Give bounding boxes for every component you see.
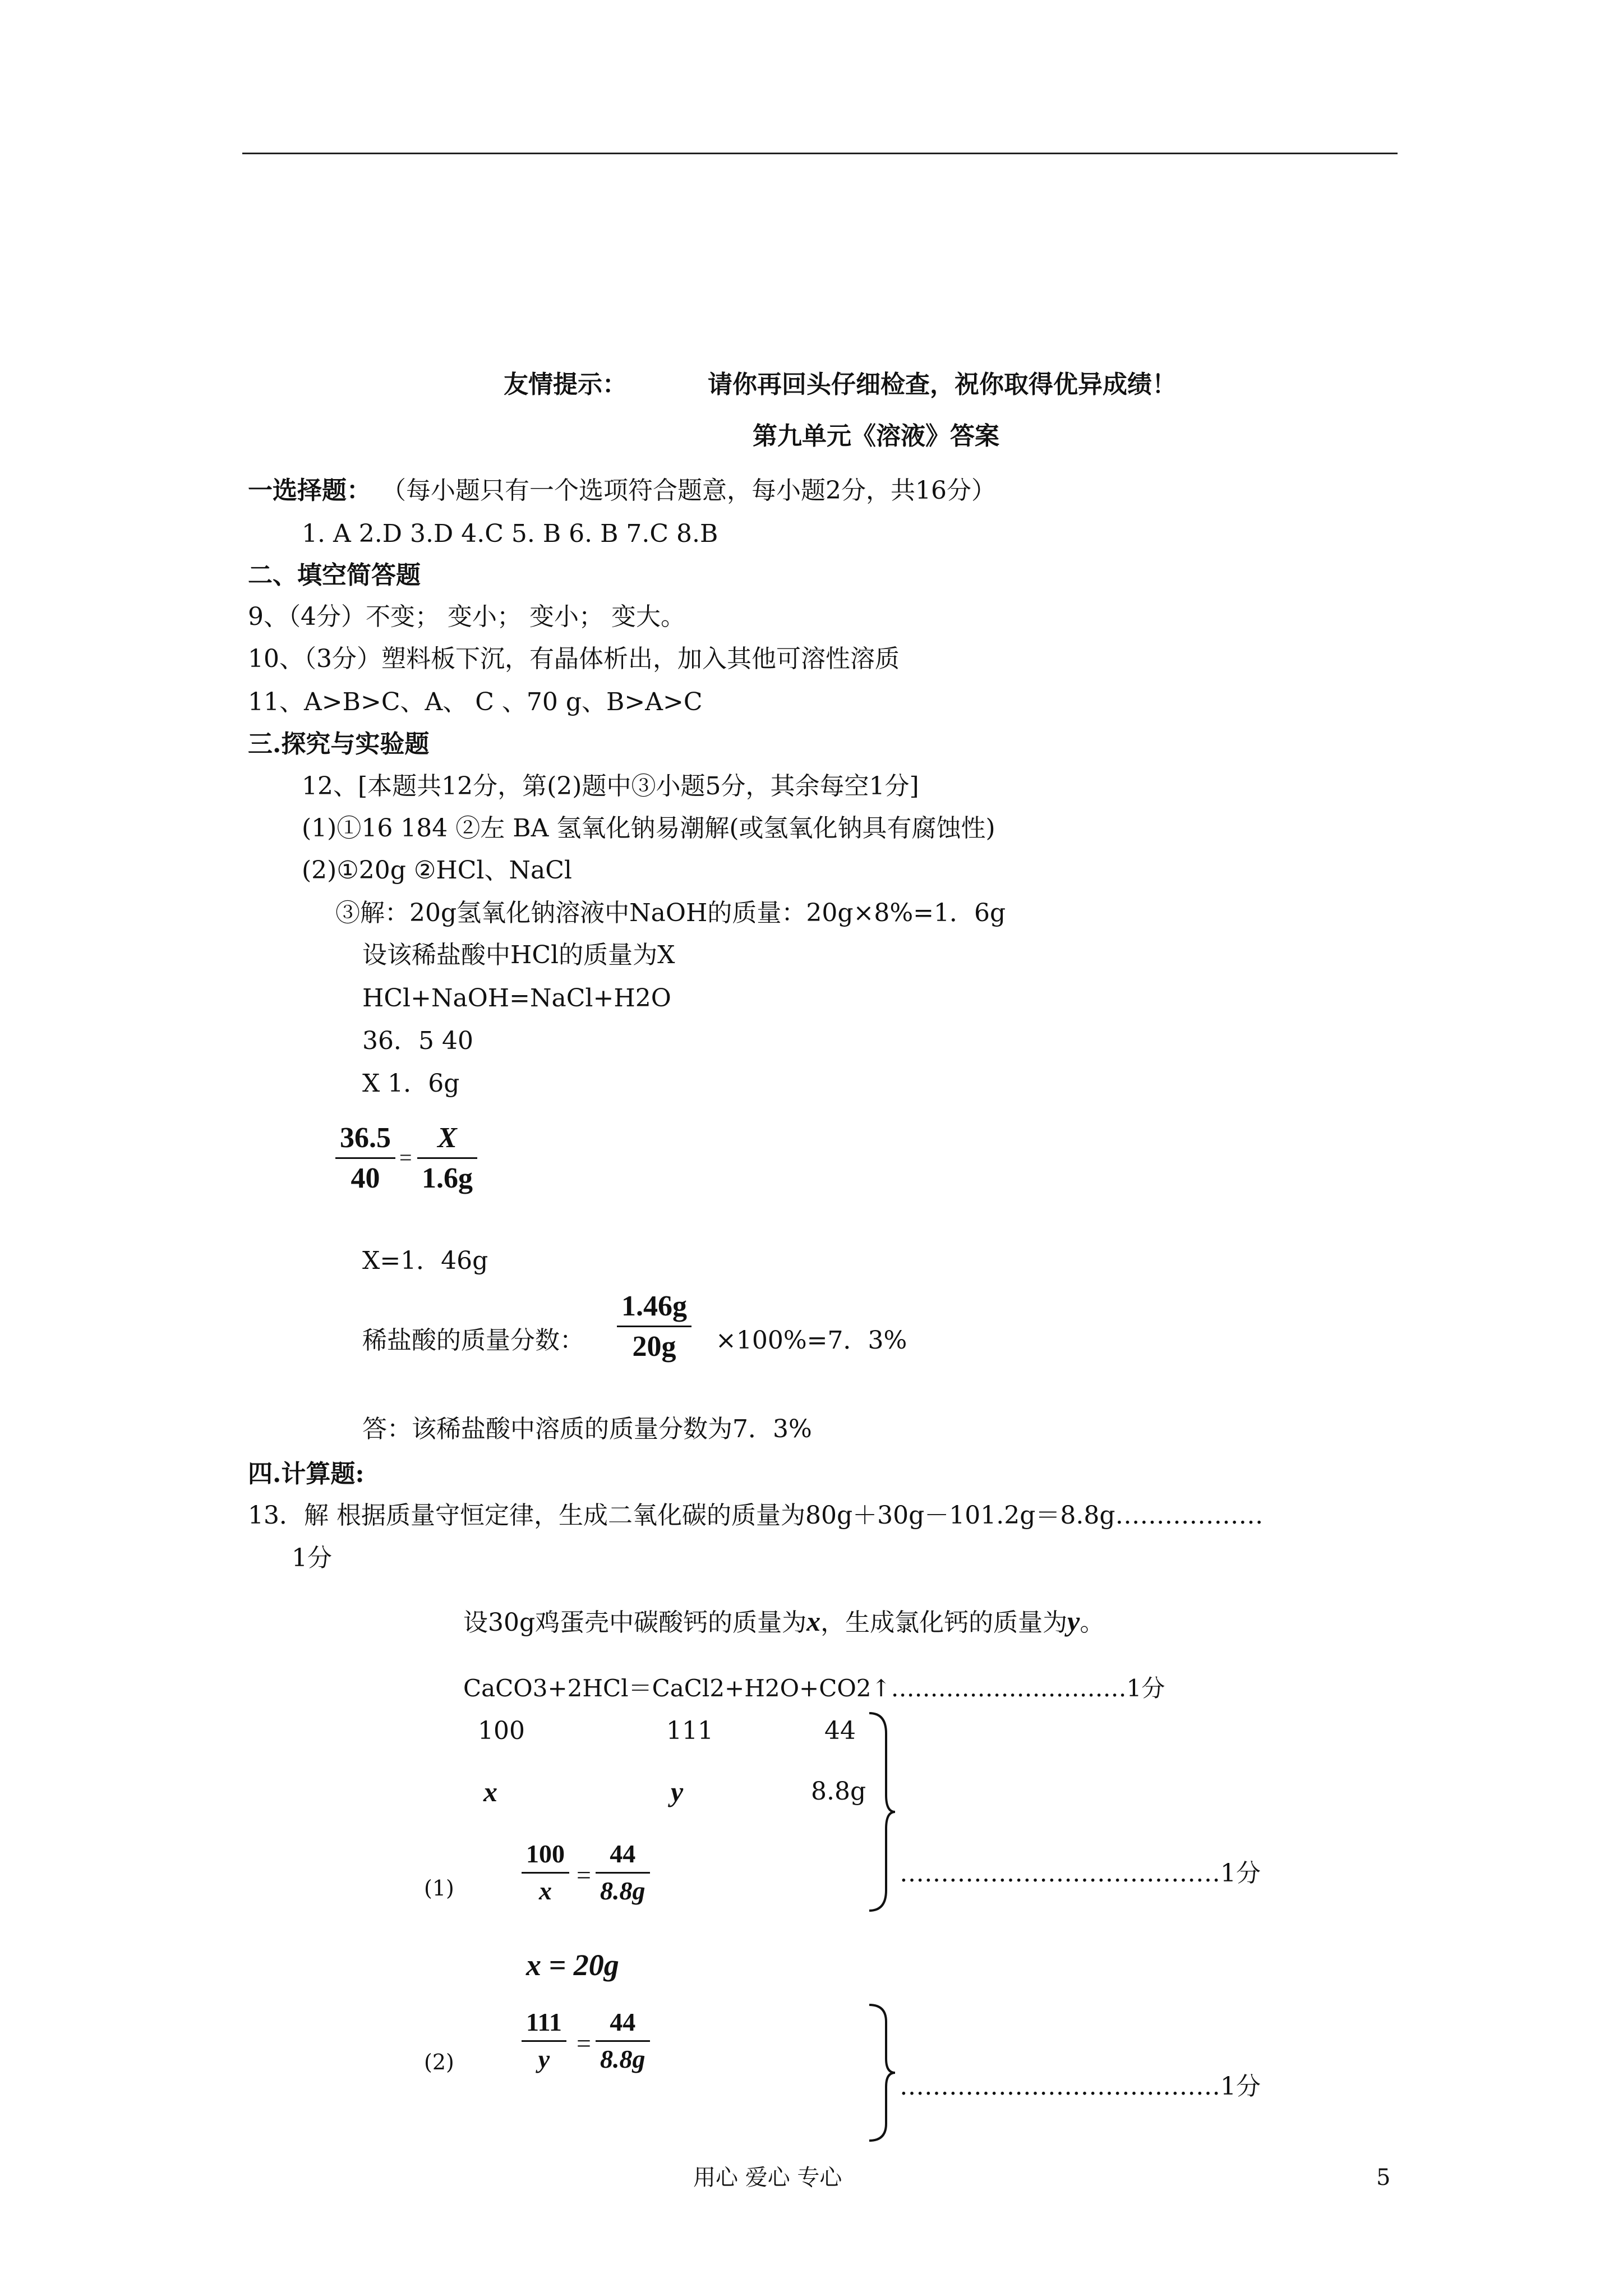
tip-text: 请你再回头仔细检查，祝你取得优异成绩！ [708,370,1177,399]
section1-note: （每小题只有一个选项符合题意，每小题2分，共16分） [381,476,996,505]
fraction-111-over-y [522,2008,566,2073]
fraction-bar [596,1872,650,1874]
page-number: 5 [1376,2165,1391,2191]
ratio-111: 111 [666,1717,713,1745]
q13-line1: 13．解 根据质量守恒定律，生成二氧化碳的质量为80g＋30g－101.2g＝8.8g……………… [248,1501,1264,1530]
fraction-44-over-8.8g [596,2008,650,2073]
fraction-bar [596,2040,650,2042]
fraction-X-over-1.6g [417,1122,477,1194]
fraction-36.5-over-40 [335,1122,395,1194]
section4-heading: 四.计算题: [248,1460,365,1488]
fraction-denominator: 40 [351,1162,380,1195]
q13-set-variables [463,1604,1104,1640]
equals-sign: = [577,2029,591,2058]
fraction-denominator: x [539,1876,552,1905]
fraction-numerator: 111 [526,2008,562,2036]
q10-answer: 10、（3分）塑料板下沉，有晶体析出，加入其他可溶性溶质 [248,645,900,673]
section1-heading: 一选择题： [248,476,371,505]
footer-motto: 用心 爱心 专心 [693,2165,842,2191]
set-text-1: 设30g鸡蛋壳中碳酸钙的质量为 [463,1608,807,1637]
fraction-numerator: X [437,1122,457,1154]
q12-mass-fraction-label: 稀盐酸的质量分数： [362,1326,584,1355]
section3-heading: 三.探究与实验题 [248,730,430,758]
section2-heading: 二、填空简答题 [248,561,421,590]
set-text-3: 。 [1080,1608,1105,1637]
header-rule [242,153,1398,154]
fraction-bar [522,2040,566,2042]
q11-answer: 11、A>B>C、A、 C 、70 g、B>A>C [248,688,703,716]
set-text-2: ，生成氯化钙的质量为 [820,1608,1068,1637]
fraction-1.46g-over-20g [617,1290,691,1363]
ratio-100: 100 [478,1717,525,1745]
fraction-denominator: 8.8g [600,2044,645,2073]
right-brace-1 [864,1711,897,1913]
fraction-numerator: 44 [610,1839,636,1868]
fraction-numerator: 44 [610,2008,636,2036]
fraction-numerator: 100 [526,1839,565,1868]
fraction-bar [335,1157,395,1159]
q13-chemical-equation: CaCO3+2HCl＝CaCl2+H2O+CO2↑…………………………1分 [463,1674,1165,1702]
fraction-bar [417,1157,477,1159]
q12-ratio-row1: 36．5 40 [362,1027,473,1055]
ratio-x: x [483,1776,497,1807]
q12-equation: HCl+NaOH=NaCl+H2O [362,984,671,1013]
var-x: x [806,1605,821,1637]
fraction-denominator: 8.8g [600,1876,645,1905]
fraction-denominator: y [538,2044,550,2073]
q13-line1-score: 1分 [292,1544,332,1572]
q12-solution-line1: ③解：20g氢氧化钠溶液中NaOH的质量：20g×8%=1．6g [335,899,1006,927]
section1-answers: 1. A 2.D 3.D 4.C 5. B 6. B 7.C 8.B [302,519,718,548]
part2-label: (2) [424,2050,454,2074]
equals-sign: = [399,1145,412,1170]
q9-answer: 9、（4分）不变； 变小； 变小； 变大。 [248,602,685,631]
fraction-100-over-x [522,1840,569,1905]
part2-score: …………………………………1分 [900,2072,1261,2101]
q12-ratio-row2: X 1．6g [362,1069,460,1098]
fraction-numerator: 36.5 [340,1122,391,1154]
fraction-numerator: 1.46g [621,1290,687,1322]
fraction-denominator: 20g [632,1331,676,1363]
ratio-y: y [671,1776,684,1807]
q12-part2: (2)①20g ②HCl、NaCl [302,856,572,885]
fraction-bar [522,1872,569,1874]
fraction-denominator: 1.6g [422,1162,473,1195]
fraction-44-over-8.8g [596,1840,650,1905]
page-title: 第九单元《溶液》答案 [753,422,999,450]
x-result: x = 20g [526,1948,619,1982]
ratio-8.8g: 8.8g [811,1777,866,1806]
q12-mass-fraction-result: ×100%=7．3% [716,1326,907,1355]
fraction-bar [617,1326,691,1327]
q12-part1: (1)①16 184 ②左 BA 氢氧化钠易潮解(或氢氧化钠具有腐蚀性) [302,814,995,843]
q12-final-answer: 答：该稀盐酸中溶质的质量分数为7．3% [362,1415,812,1443]
right-brace-2 [864,2003,897,2143]
var-y: y [1067,1605,1080,1637]
q12-head: 12、[本题共12分，第(2)题中③小题5分，其余每空1分] [302,772,919,800]
part1-score: …………………………………1分 [900,1859,1261,1888]
tip-label: 友情提示： [504,370,627,399]
part1-label: (1) [424,1876,454,1901]
q12-solution-line2: 设该稀盐酸中HCl的质量为X [362,941,675,969]
equals-sign: = [577,1861,591,1889]
q12-x-result: X=1．46g [362,1246,488,1275]
ratio-44: 44 [824,1717,856,1745]
